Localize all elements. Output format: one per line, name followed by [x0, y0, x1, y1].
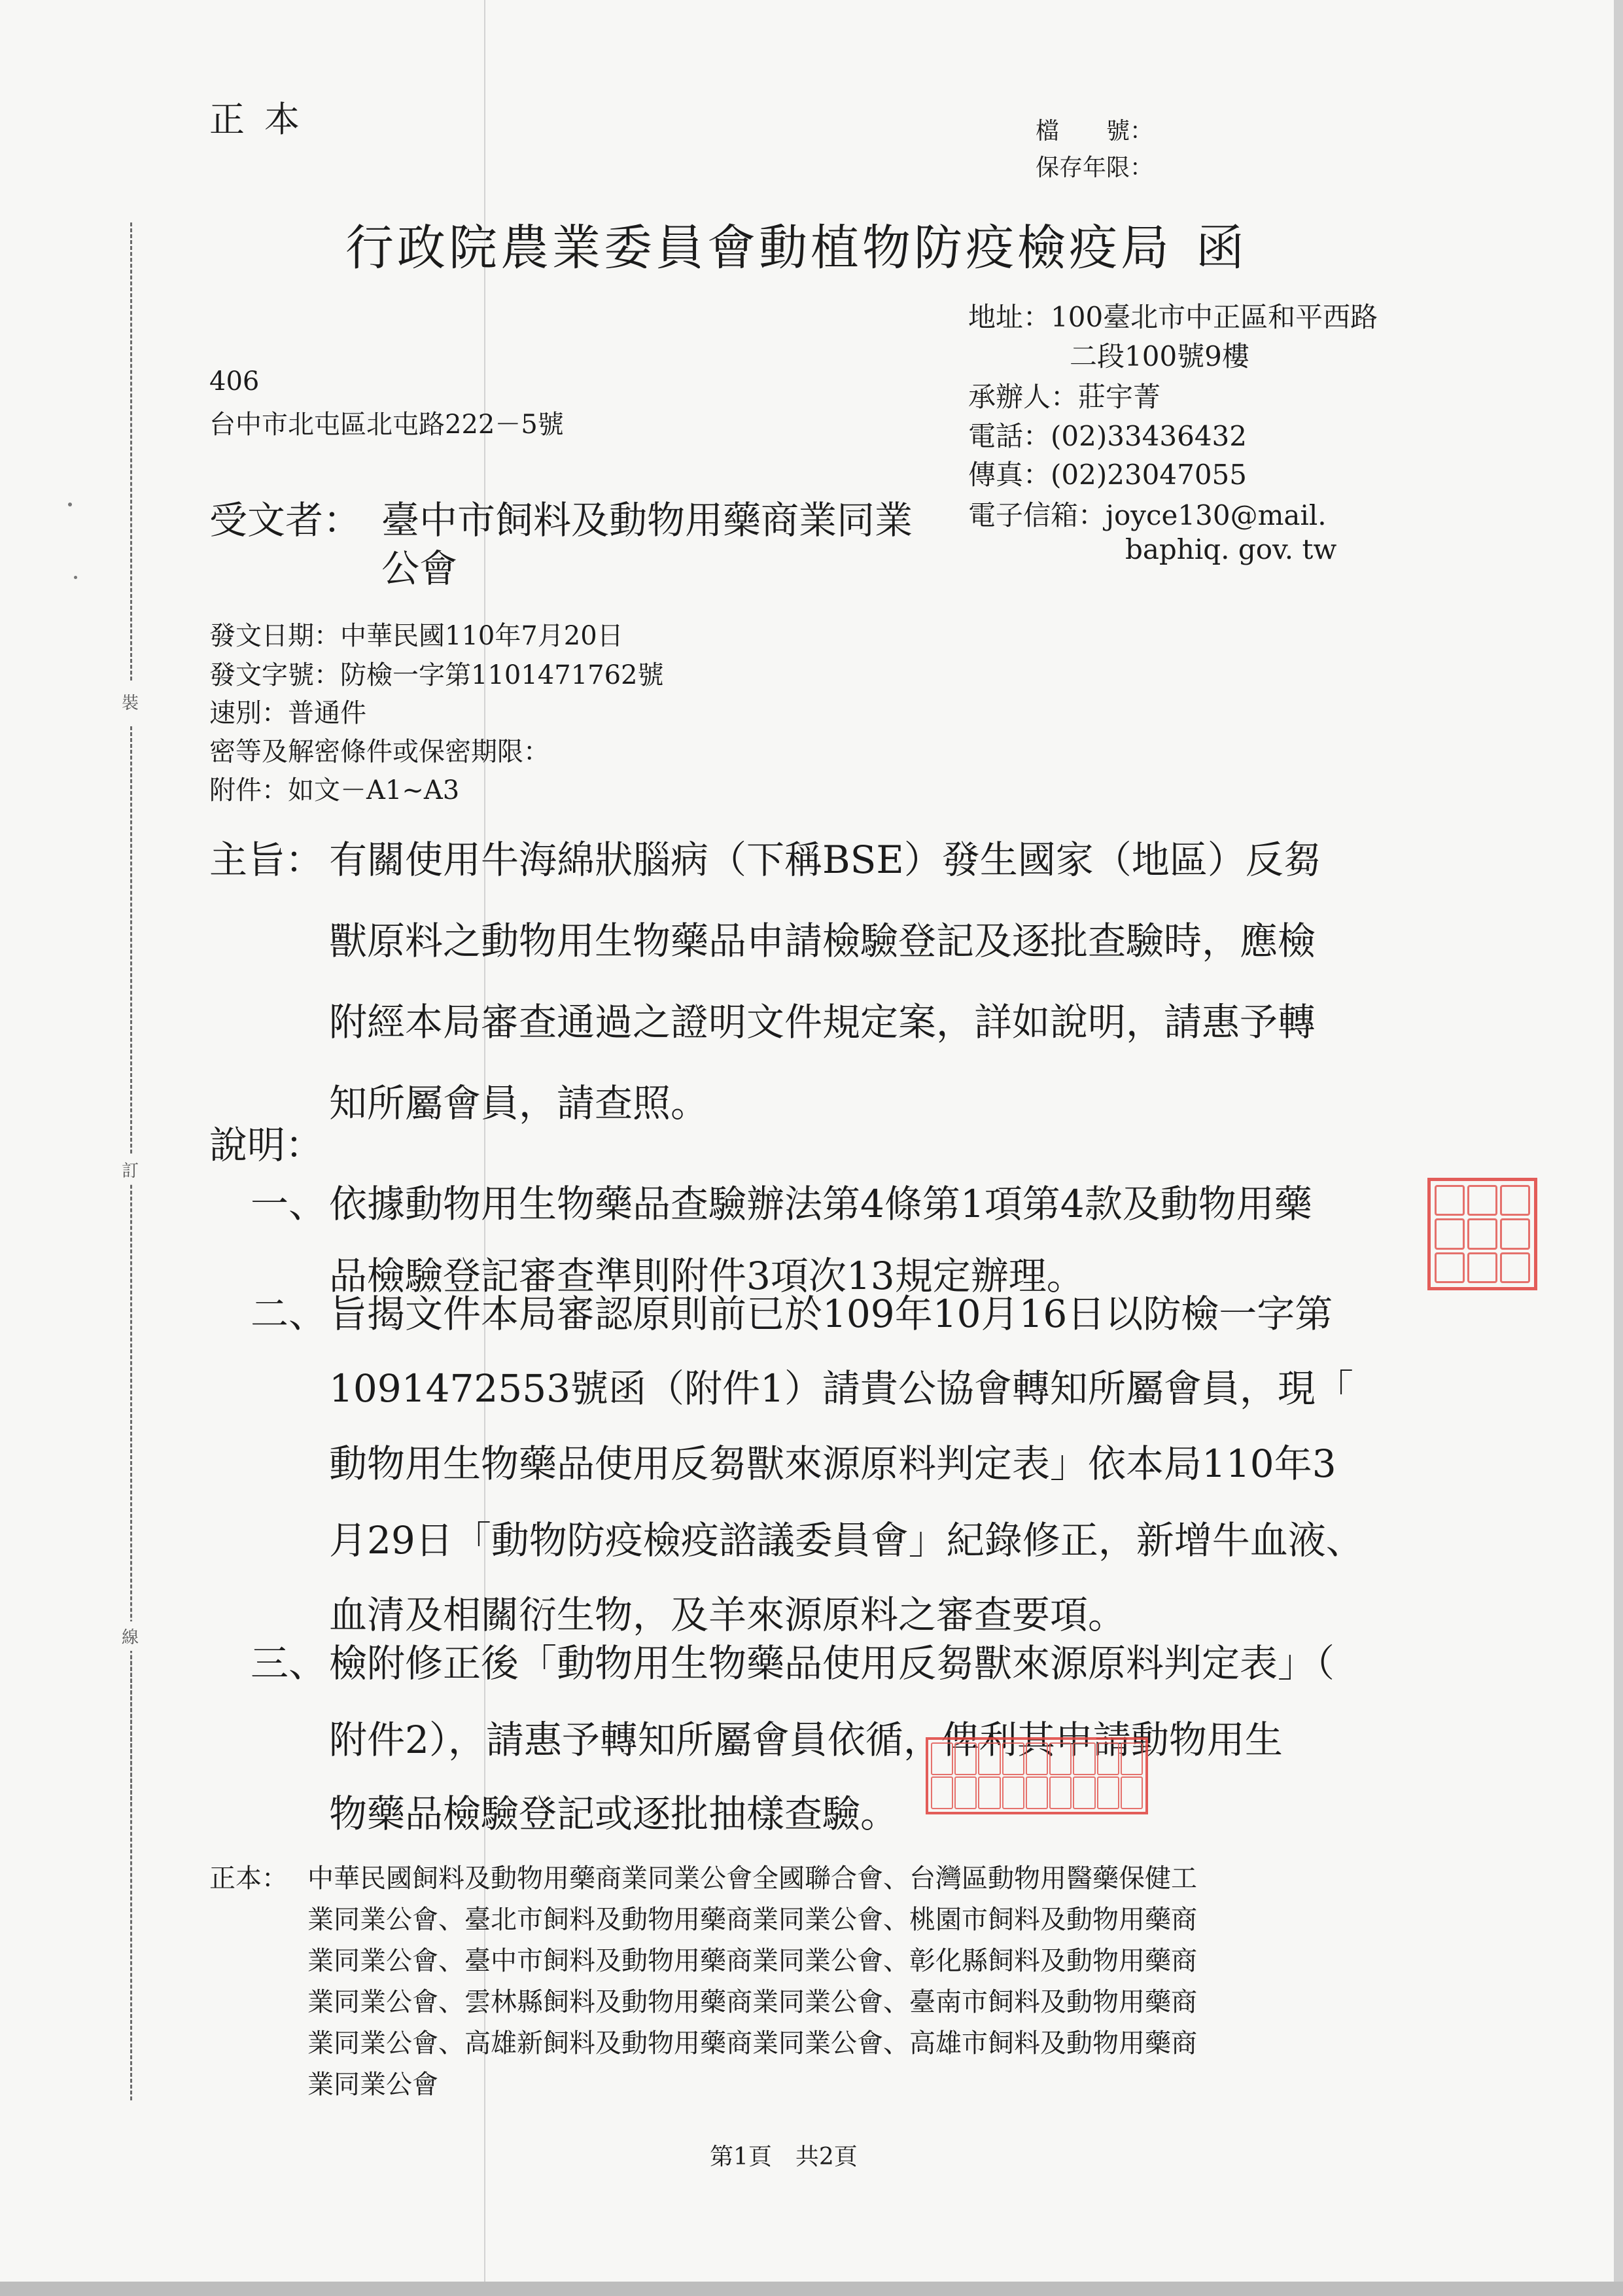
- item-line: 品檢驗登記審查準則附件3項次13規定辦理。: [329, 1254, 1085, 1298]
- item-number: 三、: [251, 1641, 327, 1686]
- secrecy-level: 密等及解密條件或保密期限：: [209, 737, 550, 767]
- item-line: 血清及相關衍生物，及羊來源原料之審查要項。: [329, 1593, 1126, 1637]
- copy-type: 正本: [209, 99, 319, 140]
- delivery-speed: 速別：普通件: [209, 698, 366, 728]
- scan-speck: [68, 503, 72, 506]
- issue-date: 發文日期：中華民國110年7月20日: [209, 621, 623, 651]
- explanation-label: 說明：: [209, 1123, 324, 1167]
- postal-code: 406: [209, 366, 260, 397]
- reference-number: 發文字號：防檢一字第1101471762號: [209, 660, 664, 690]
- item-line: 月29日「動物防疫檢疫諮議委員會」紀錄修正，新增牛血液、: [329, 1518, 1364, 1563]
- address-line-1: 地址：100臺北市中正區和平西路: [968, 301, 1378, 333]
- document-form: 函: [1196, 220, 1244, 276]
- scan-edge-bottom: [0, 2282, 1623, 2296]
- recipient-name-line-2: 公會: [381, 546, 458, 591]
- distribution-line: 業同業公會、雲林縣飼料及動物用藥商業同業公會、臺南市飼料及動物用藥商: [307, 1987, 1197, 2017]
- item-line: 附件2），請惠予轉知所屬會員依循，俾利其申請動物用生: [329, 1718, 1283, 1762]
- subject-line: 獸原料之動物用生物藥品申請檢驗登記及逐批查驗時，應檢: [329, 919, 1316, 963]
- recipient-address: 台中市北屯區北屯路222－5號: [209, 410, 564, 440]
- item-number: 一、: [251, 1182, 327, 1226]
- scan-edge-right: [1614, 0, 1623, 2296]
- item-line: 物藥品檢驗登記或逐批抽樣查驗。: [329, 1792, 899, 1836]
- distribution-line: 業同業公會、高雄新飼料及動物用藥商業同業公會、高雄市飼料及動物用藥商: [307, 2028, 1197, 2058]
- agency-title: 行政院農業委員會動植物防疫檢疫局: [345, 220, 1172, 276]
- item-line: 檢附修正後「動物用生物藥品使用反芻獸來源原料判定表」（: [329, 1641, 1335, 1686]
- item-line: 1091472553號函（附件1）請貴公協會轉知所屬會員，現「: [329, 1366, 1353, 1411]
- officer: 承辦人：莊宇菁: [968, 381, 1161, 413]
- recipient-label: 受文者：: [209, 498, 362, 542]
- phone: 電話：(02)33436432: [968, 420, 1247, 452]
- distribution-line: 業同業公會、臺中市飼料及動物用藥商業同業公會、彰化縣飼料及動物用藥商: [307, 1946, 1197, 1976]
- email-line-1: 電子信箱：joyce130@mail.: [968, 499, 1327, 531]
- subject-label: 主旨：: [209, 838, 324, 882]
- retention-label: 保存年限：: [1036, 154, 1154, 181]
- binding-line: [130, 222, 132, 680]
- item-line: 依據動物用生物藥品查驗辦法第4條第1項第4款及動物用藥: [329, 1182, 1312, 1226]
- agency-seal: [926, 1737, 1148, 1814]
- distribution-line: 業同業公會、臺北市飼料及動物用藥商業同業公會、桃園市飼料及動物用藥商: [307, 1905, 1197, 1935]
- binding-mark-staple: 訂: [122, 1155, 139, 1184]
- scan-speck: [74, 576, 77, 579]
- binding-line: [130, 1655, 132, 2100]
- subject-line: 有關使用牛海綿狀腦病（下稱BSE）發生國家（地區）反芻: [329, 838, 1321, 882]
- item-line: 動物用生物藥品使用反芻獸來源原料判定表」依本局110年3: [329, 1441, 1336, 1486]
- subject-line: 知所屬會員，請查照。: [329, 1081, 709, 1125]
- receipt-seal: [1427, 1178, 1537, 1290]
- file-number-label: 檔 號：: [1036, 118, 1154, 145]
- recipient-name-line-1: 臺中市飼料及動物用藥商業同業: [381, 498, 913, 542]
- email-line-2: baphiq. gov. tw: [1125, 533, 1337, 565]
- distribution-line: 業同業公會: [307, 2070, 438, 2100]
- address-line-2: 二段100號9樓: [1070, 340, 1249, 372]
- distribution-line: 中華民國飼料及動物用藥商業同業公會全國聯合會、台灣區動物用醫藥保健工: [307, 1863, 1197, 1894]
- binding-mark-bind: 裝: [122, 687, 139, 716]
- binding-mark-line: 線: [122, 1621, 139, 1651]
- page-number: 第1頁 共2頁: [710, 2144, 858, 2170]
- attachments: 附件：如文－A1~A3: [209, 775, 460, 805]
- item-number: 二、: [251, 1292, 327, 1336]
- subject-line: 附經本局審查通過之證明文件規定案，詳如說明，請惠予轉: [329, 1000, 1316, 1044]
- distribution-label: 正本：: [209, 1863, 288, 1894]
- item-line: 旨揭文件本局審認原則前已於109年10月16日以防檢一字第: [329, 1292, 1333, 1336]
- fax: 傳真：(02)23047055: [968, 459, 1247, 491]
